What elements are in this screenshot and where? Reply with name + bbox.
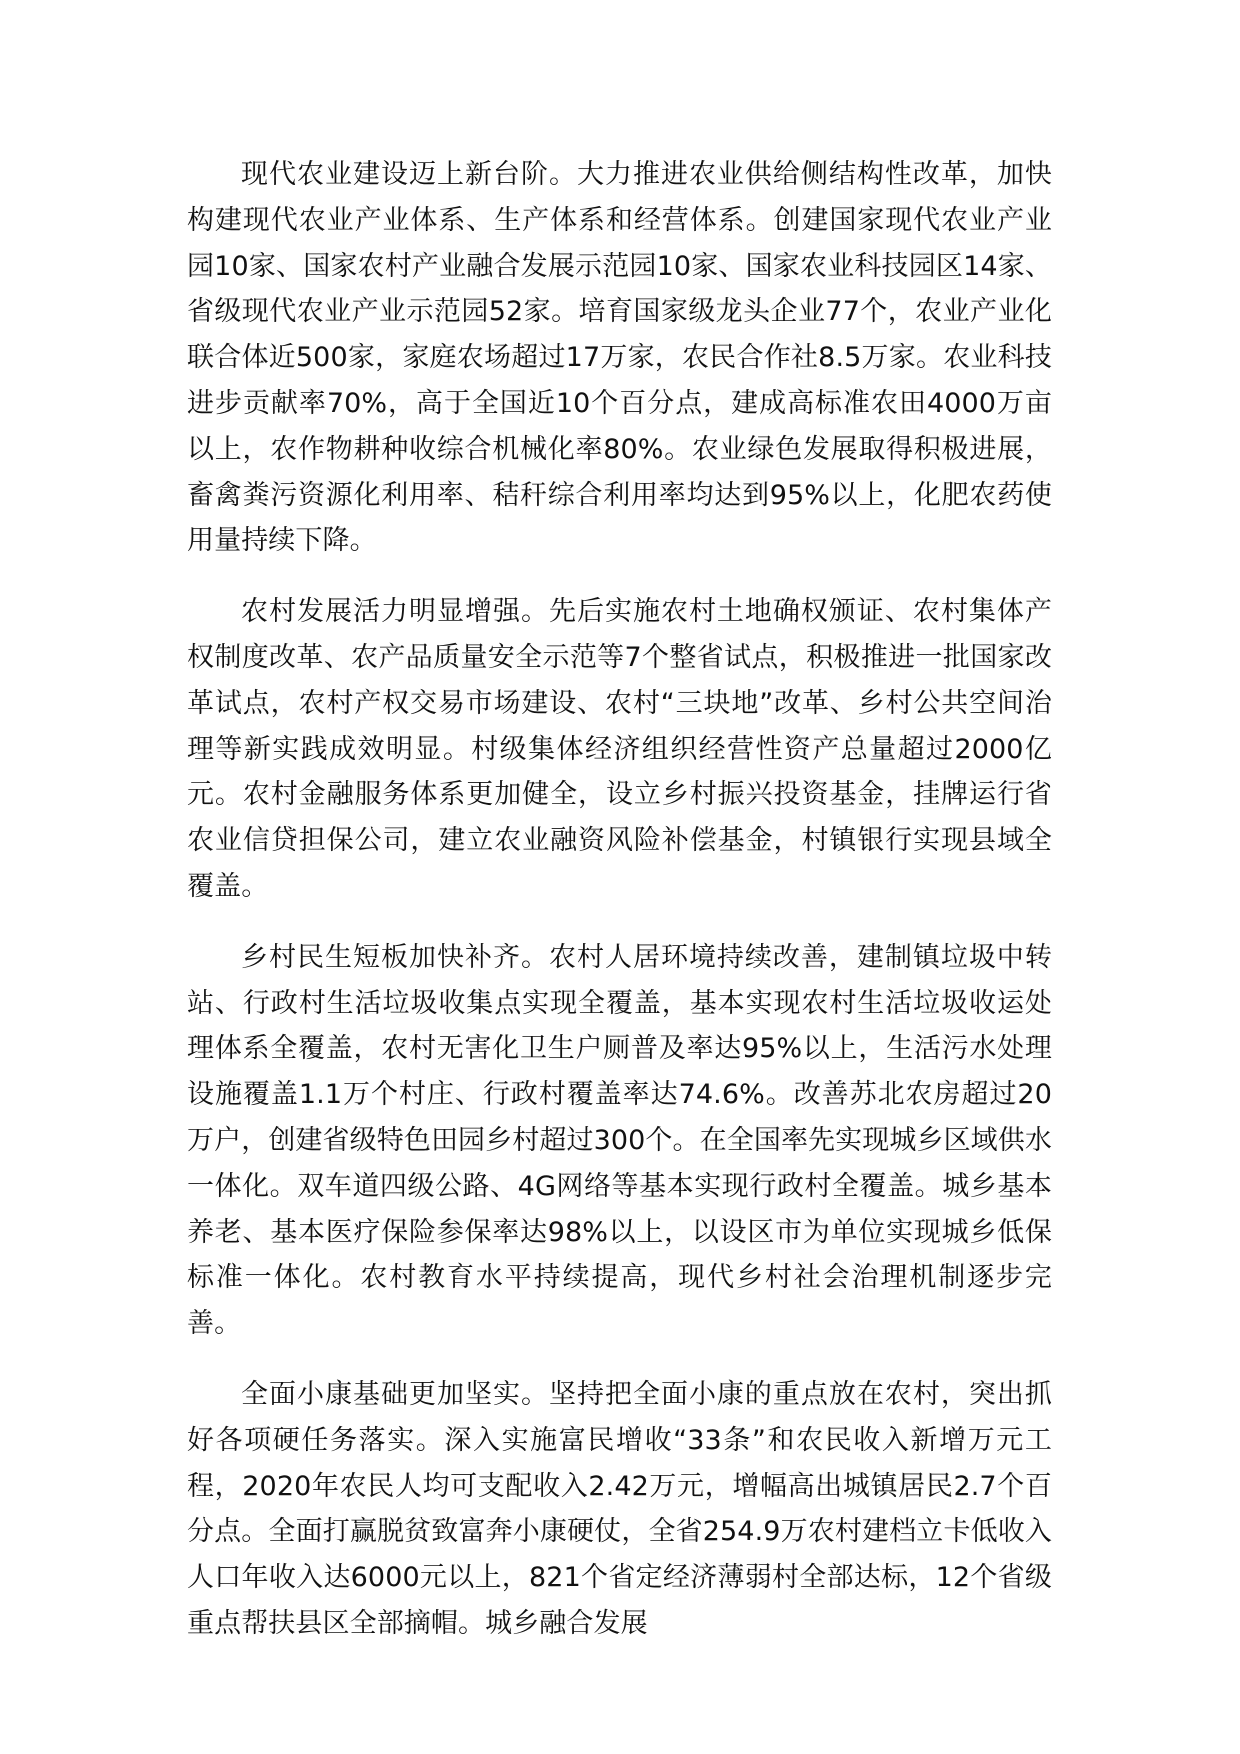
paragraph-rural-livelihood: 乡村民生短板加快补齐。农村人居环境持续改善，建制镇垃圾中转站、行政村生活垃圾收集点实现全覆盖，基本实现农村生活垃圾收运处理体系全覆盖，农村无害化卫生户厕普及率达95%以上，生活污水处理设施覆盖1.1万个村庄、行政村覆盖率达74.6%。改善苏北农房超过20万户，创建省级特色田园乡村超过300个。在全国率先实现城乡区域供水一体化。双车道四级公路、4G网络等基本实现行政村全覆盖。城乡基本养老、基本医疗保险参保率达98%以上，以设区市为单位实现城乡低保标准一体化。农村教育水平持续提高，现代乡村社会治理机制逐步完善。 xyxy=(187,941,1052,1340)
document-page xyxy=(187,152,1052,1672)
paragraph-rural-vitality: 农村发展活力明显增强。先后实施农村土地确权颁证、农村集体产权制度改革、农产品质量安全示范等7个整省试点，积极推进一批国家改革试点，农村产权交易市场建设、农村“三块地”改革、乡村公共空间治理等新实践成效明显。村级集体经济组织经营性资产总量超过2000亿元。农村金融服务体系更加健全，设立乡村振兴投资基金，挂牌运行省农业信贷担保公司，建立农业融资风险补偿基金，村镇银行实现县域全覆盖。 xyxy=(187,596,1052,902)
paragraph-moderate-prosperity: 全面小康基础更加坚实。坚持把全面小康的重点放在农村，突出抓好各项硬任务落实。深入实施富民增收“33条”和农民收入新增万元工程，2020年农民人均可支配收入2.42万元，增幅高出城镇居民2.7个百分点。全面打赢脱贫致富奔小康硬仗，全省254.9万农村建档立卡低收入人口年收入达6000元以上，821个省定经济薄弱村全部达标，12个省级重点帮扶县区全部摘帽。城乡融合发展 xyxy=(187,1378,1052,1639)
paragraph-modern-agriculture: 现代农业建设迈上新台阶。大力推进农业供给侧结构性改革，加快构建现代农业产业体系、生产体系和经营体系。创建国家现代农业产业园10家、国家农村产业融合发展示范园10家、国家农业科技园区14家、省级现代农业产业示范园52家。培育国家级龙头企业77个，农业产业化联合体近500家，家庭农场超过17万家，农民合作社8.5万家。农业科技进步贡献率70%，高于全国近10个百分点，建成高标准农田4000万亩以上，农作物耕种收综合机械化率80%。农业绿色发展取得积极进展，畜禽粪污资源化利用率、秸秆综合利用率均达到95%以上，化肥农药使用量持续下降。 xyxy=(187,159,1052,557)
